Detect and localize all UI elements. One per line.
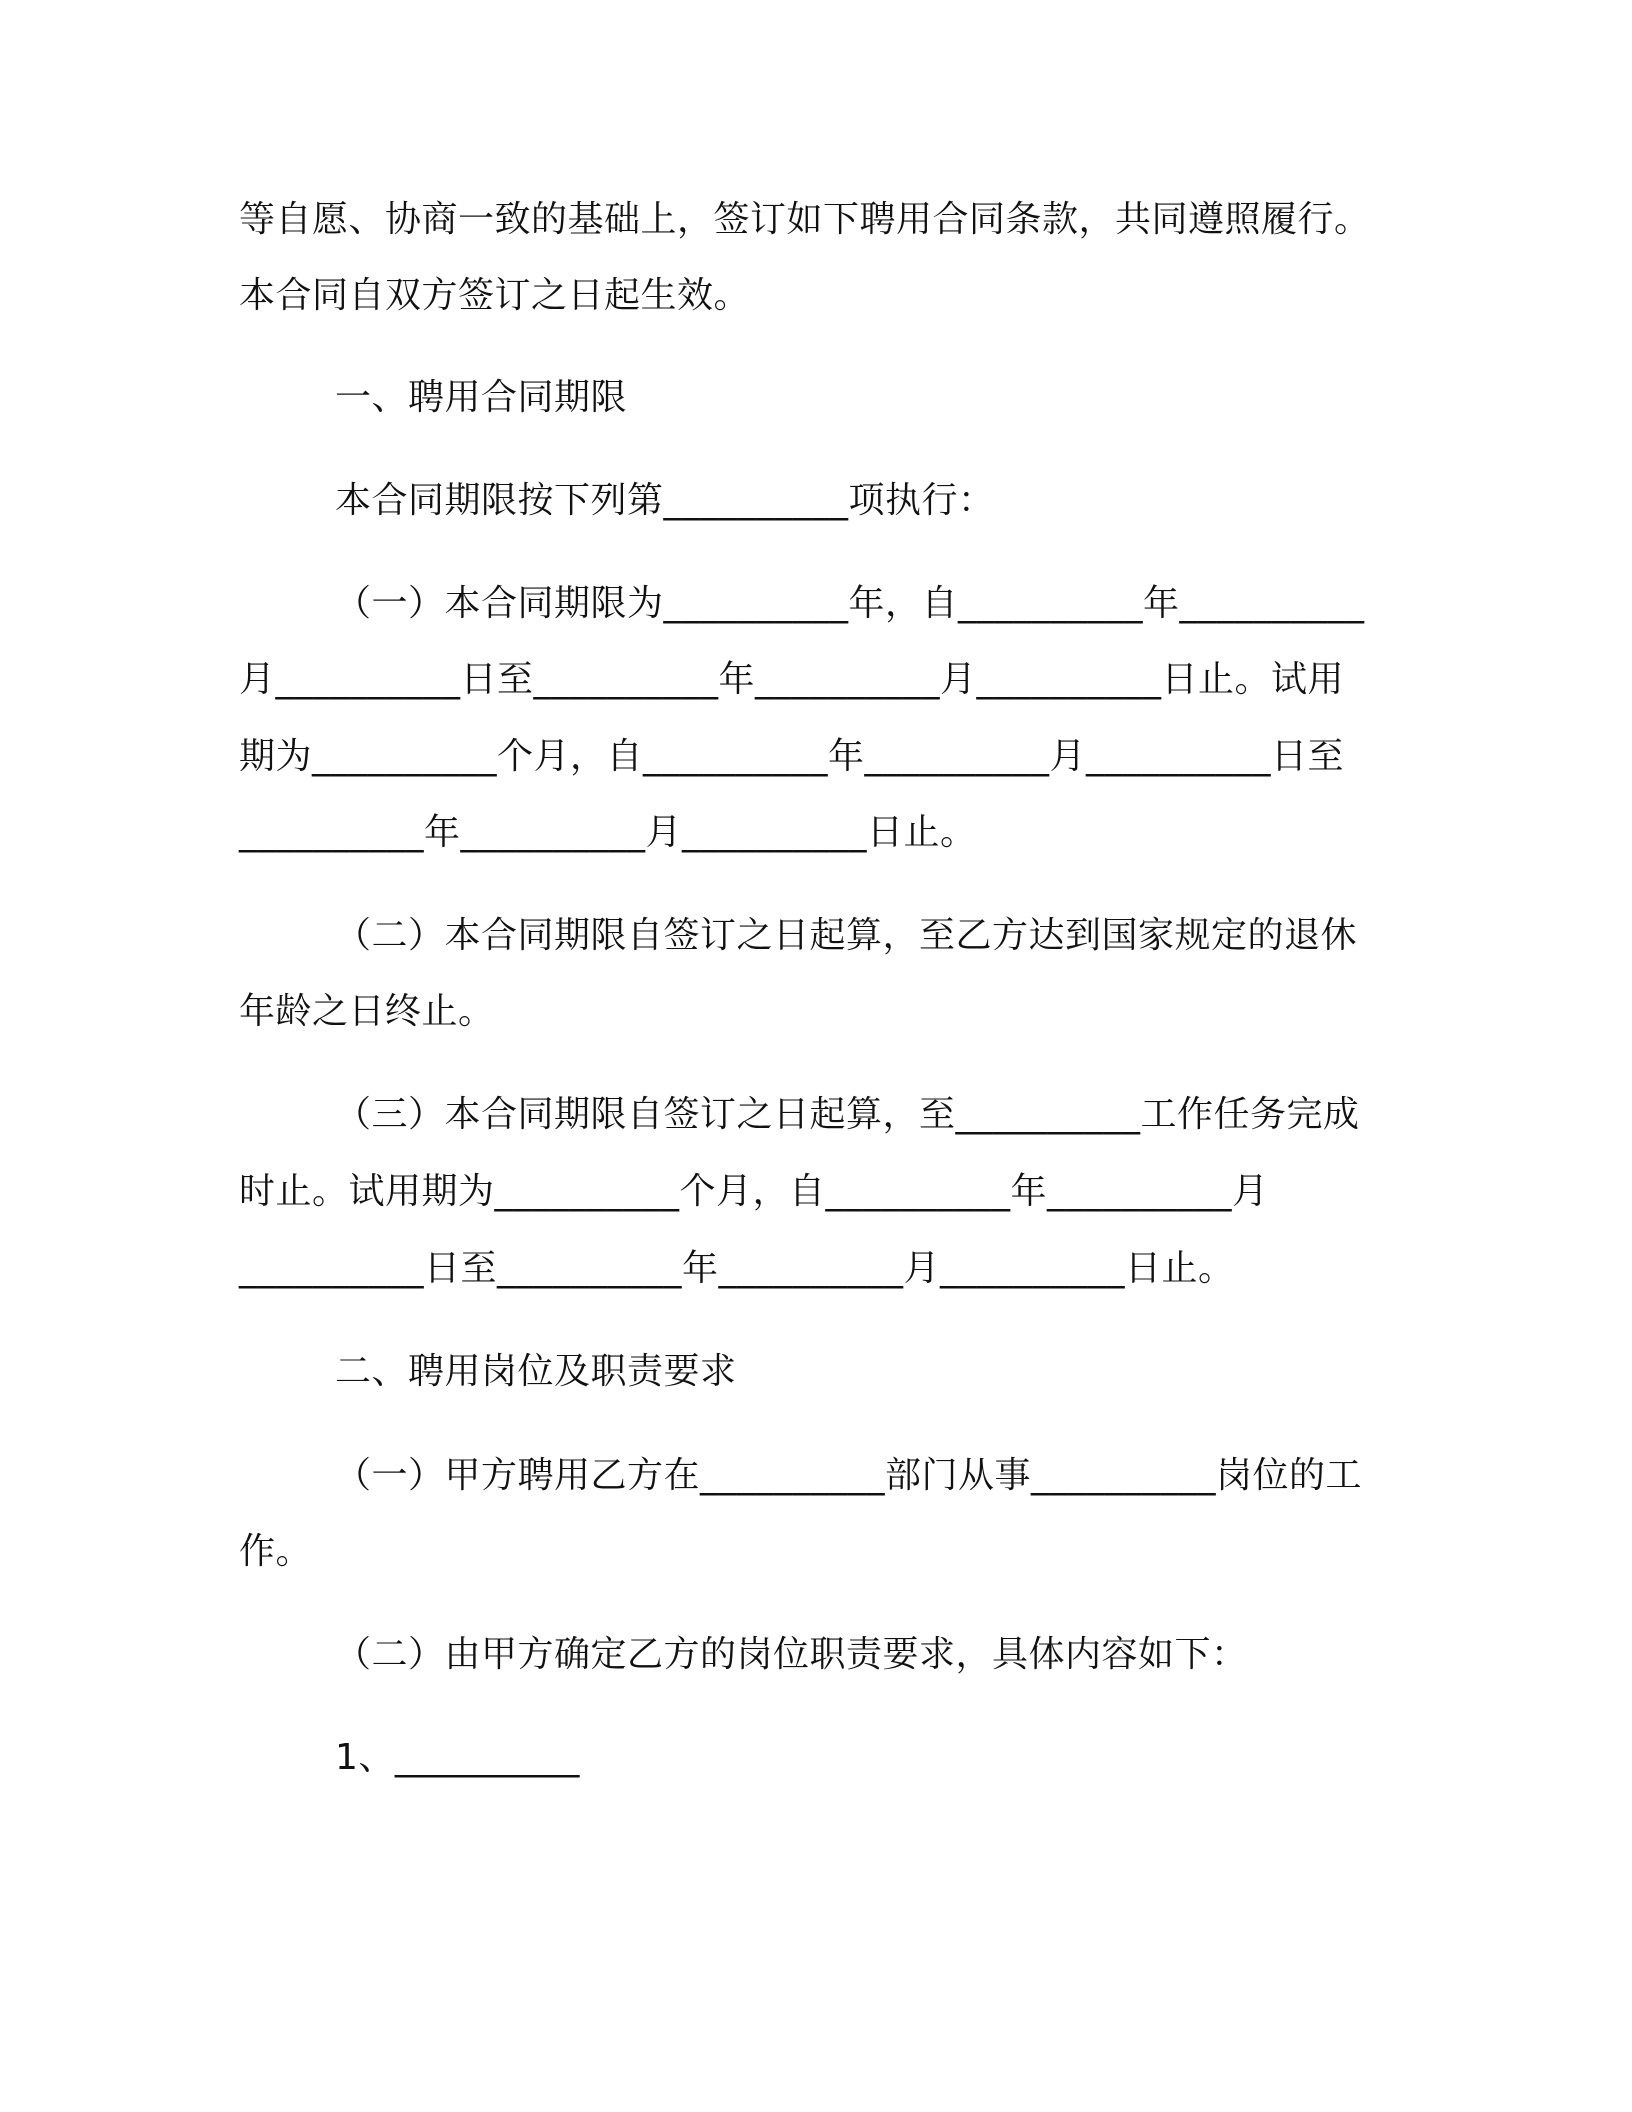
paragraph-line: 作。 xyxy=(239,1531,313,1572)
paragraph-line: 年龄之日终止。 xyxy=(239,991,495,1032)
paragraph-line: __________日至__________年__________月__________日止。 xyxy=(239,1248,1235,1289)
list-item: 1、__________ xyxy=(335,1737,580,1778)
paragraph-line: __________年__________月__________日止。 xyxy=(239,812,977,853)
paragraph-line: （一）甲方聘用乙方在__________部门从事__________岗位的工 xyxy=(335,1455,1363,1496)
section-heading: 二、聘用岗位及职责要求 xyxy=(335,1351,737,1392)
paragraph-line: 本合同期限按下列第__________项执行： xyxy=(335,480,995,521)
paragraph-line: 时止。试用期为__________个月，自__________年__________月 xyxy=(239,1171,1269,1212)
paragraph-line: 月__________日至__________年__________月__________日止。试用 xyxy=(239,659,1345,700)
paragraph-line: 本合同自双方签订之日起生效。 xyxy=(239,275,751,316)
paragraph-line: （二）由甲方确定乙方的岗位职责要求，具体内容如下： xyxy=(335,1634,1248,1675)
paragraph-line: 等自愿、协商一致的基础上，签订如下聘用合同条款，共同遵照履行。 xyxy=(239,199,1371,240)
paragraph-line: （三）本合同期限自签订之日起算，至__________工作任务完成 xyxy=(335,1094,1360,1135)
paragraph-line: （一）本合同期限为__________年，自__________年__________ xyxy=(335,583,1365,624)
paragraph-line: 期为__________个月，自__________年__________月__________日至 xyxy=(239,736,1345,777)
paragraph-line: （二）本合同期限自签订之日起算，至乙方达到国家规定的退休 xyxy=(335,915,1358,956)
section-heading: 一、聘用合同期限 xyxy=(335,377,628,418)
